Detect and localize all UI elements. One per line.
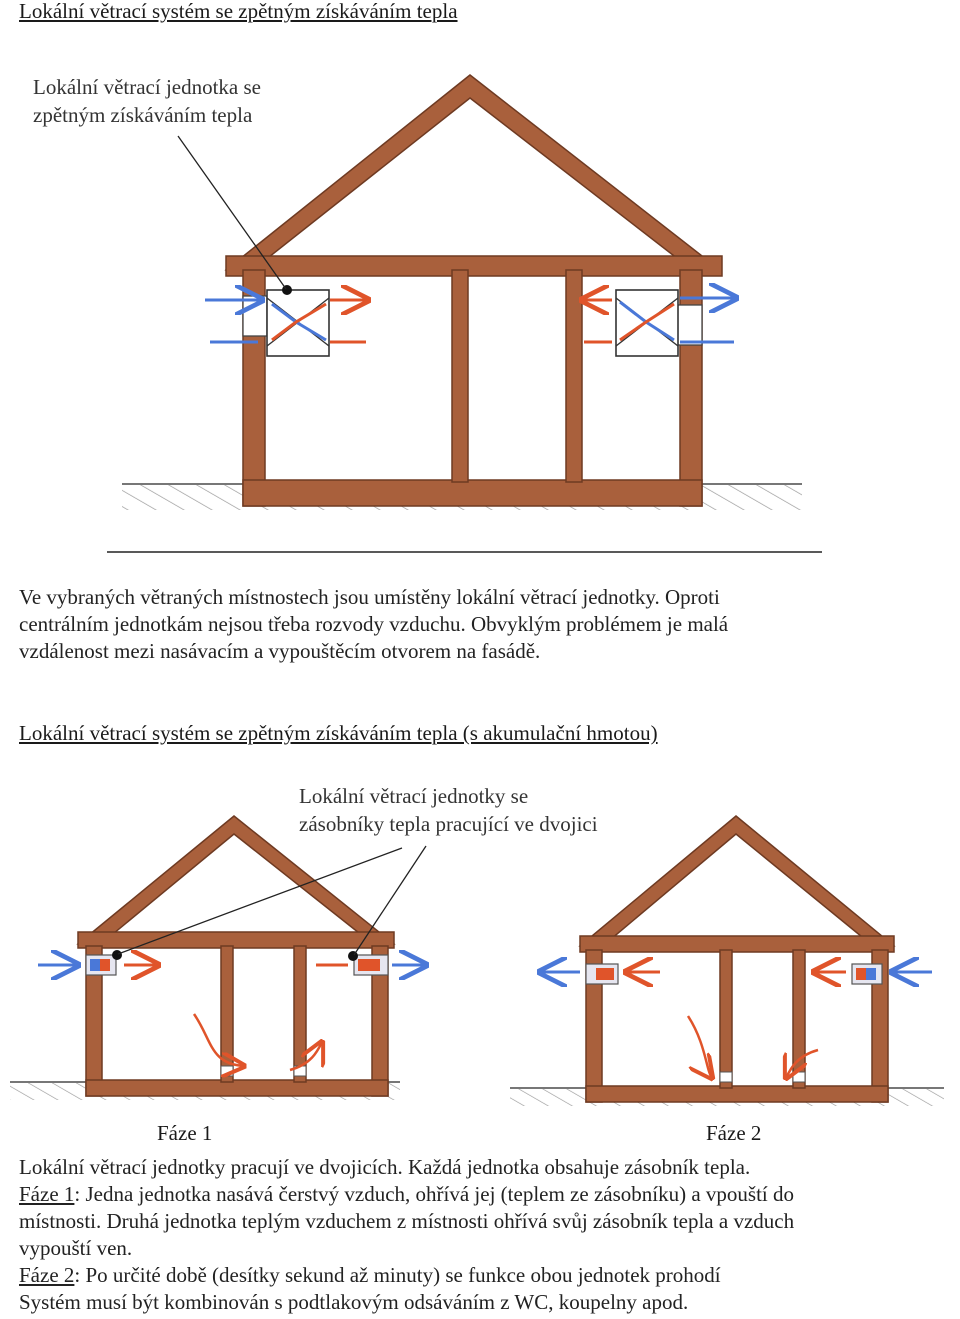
desc2-phase2-line [19,1262,944,1289]
house-phase-1 [10,816,426,1100]
pair-label-line1: Lokální větrací jednotky se [299,784,529,808]
desc2-line-4: vypouští ven. [19,1236,133,1260]
house-phase-2 [510,816,944,1106]
desc2-line-3: místnosti. Druhá jednotka teplým vzduchem z místnosti ohřívá svůj zásobník tepla a vzduch [19,1209,795,1233]
desc-line-1: Ve vybraných větraných místnostech jsou umístěny lokální větrací jednotky. Oproti [19,585,720,609]
desc-line-2: centrálním jednotkám nejsou třeba rozvody vzduchu. Obvyklým problémem je malá [19,612,729,636]
desc2-phase1-line [19,1181,944,1208]
desc2-line-1: Lokální větrací jednotky pracují ve dvojicích. Každá jednotka obsahuje zásobník tepla. [19,1155,751,1179]
section1-heading: Lokální větrací systém se zpětným získáváním tepla [19,0,458,23]
unit-label-line1: Lokální větrací jednotka se [33,75,261,99]
pair-label-line2: zásobníky tepla pracující ve dvojici [299,812,598,836]
phase-1-term: Fáze 1 [19,1182,75,1206]
phase-2-term: Fáze 2 [19,1263,75,1287]
desc-line-3: vzdálenost mezi nasávacím a vypouštěcím otvorem na fasádě. [19,639,541,663]
desc2-last-line: Systém musí být kombinován s podtlakovým odsáváním z WC, koupelny apod. [19,1290,689,1314]
phase-1-text-a: : Jedna jednotka nasává čerstvý vzduch, ohřívá jej (teplem ze zásobníku) a vpouští do [74,1182,795,1206]
phase-2-caption: Fáze 2 [706,1121,762,1145]
unit-label-line2: zpětným získáváním tepla [33,103,253,127]
section2-heading: Lokální větrací systém se zpětným získáváním tepla (s akumulační hmotou) [19,721,658,745]
phase-2-text: : Po určité době (desítky sekund až minuty) se funkce obou jednotek prohodí [74,1263,721,1287]
phase-1-caption: Fáze 1 [157,1121,213,1145]
section2-description [19,1154,944,1316]
